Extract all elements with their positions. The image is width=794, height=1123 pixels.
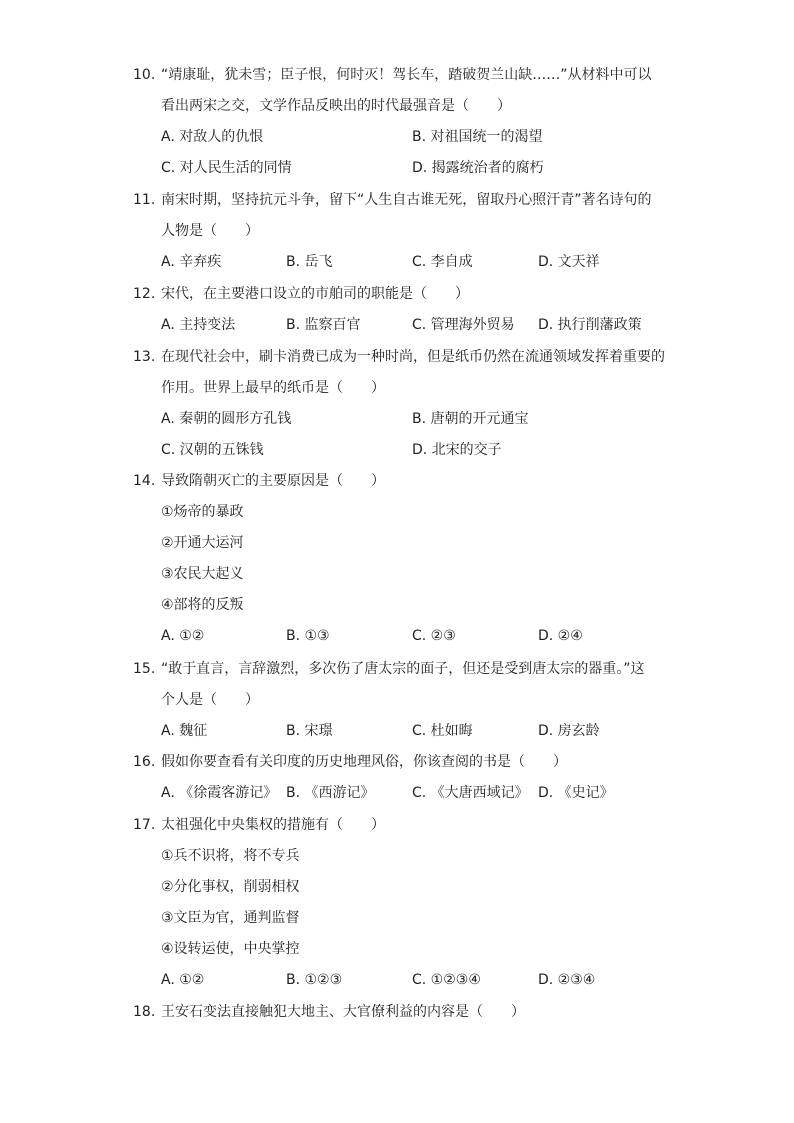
question-11	[133, 185, 673, 278]
question-number: 15.	[133, 661, 156, 677]
option-c[interactable]: C. 《大唐西域记》	[412, 785, 529, 801]
option-b[interactable]: B. ①②③	[286, 972, 343, 988]
option-c[interactable]: C. ①②③④	[412, 972, 481, 988]
question-13	[133, 342, 673, 466]
question-14	[133, 466, 673, 652]
option-d[interactable]: D. 执行削藩政策	[538, 317, 642, 333]
option-a[interactable]: A. 主持变法	[161, 317, 236, 333]
question-number: 10.	[133, 67, 156, 83]
question-stem: 宋代，在主要港口设立的市舶司的职能是（ ）	[161, 286, 469, 302]
question-stem: 导致隋朝灭亡的主要原因是（ ）	[161, 473, 385, 489]
question-number: 11.	[133, 192, 156, 208]
option-c[interactable]: C. 管理海外贸易	[412, 317, 515, 333]
question-stem: 作用。世界上最早的纸币是（ ）	[161, 380, 385, 396]
option-d[interactable]: D. 北宋的交子	[412, 442, 502, 458]
option-a[interactable]: A. ①②	[161, 972, 205, 988]
question-number: 16.	[133, 754, 156, 770]
question-15	[133, 654, 673, 747]
option-d[interactable]: D. 揭露统治者的腐朽	[412, 160, 544, 176]
option-d[interactable]: D. 文天祥	[538, 254, 600, 270]
question-12	[133, 279, 673, 341]
option-d[interactable]: D. ②③④	[538, 972, 596, 988]
question-stem: 人物是（ ）	[161, 223, 259, 239]
option-a[interactable]: A. 魏征	[161, 723, 208, 739]
option-a[interactable]: A. 《徐霞客游记》	[161, 785, 278, 801]
options-row	[133, 435, 673, 466]
question-stem: 王安石变法直接触犯大地主、大官僚利益的内容是（ ）	[161, 1004, 525, 1020]
options-row	[133, 404, 673, 435]
option-c[interactable]: C. ②③	[412, 628, 456, 644]
statement-item: ④设转运使，中央掌控	[161, 941, 300, 957]
options-row	[133, 621, 673, 652]
options-row	[133, 778, 673, 809]
option-b[interactable]: B. 对祖国统一的渴望	[412, 129, 543, 145]
option-d[interactable]: D. 《史记》	[538, 785, 614, 801]
question-stem: 太祖强化中央集权的措施有（ ）	[161, 817, 385, 833]
option-b[interactable]: B. 岳飞	[286, 254, 333, 270]
question-stem: 个人是（ ）	[161, 692, 259, 708]
statement-item: ④部将的反叛	[161, 597, 244, 613]
option-d[interactable]: D. ②④	[538, 628, 583, 644]
option-d[interactable]: D. 房玄龄	[538, 723, 600, 739]
question-number: 13.	[133, 349, 156, 365]
question-stem: 假如你要查看有关印度的历史地理风俗，你该查阅的书是（ ）	[161, 754, 567, 770]
options-row	[133, 965, 673, 996]
option-c[interactable]: C. 杜如晦	[412, 723, 473, 739]
option-a[interactable]: A. 对敌人的仇恨	[161, 129, 264, 145]
option-b[interactable]: B. ①③	[286, 628, 330, 644]
question-number: 18.	[133, 1004, 156, 1020]
options-row	[133, 716, 673, 747]
statement-item: ②开通大运河	[161, 535, 244, 551]
question-18	[133, 997, 673, 1028]
options-row	[133, 153, 673, 184]
question-stem: 看出两宋之交，文学作品反映出的时代最强音是（ ）	[161, 98, 511, 114]
question-number: 14.	[133, 473, 156, 489]
statement-item: ③文臣为官，通判监督	[161, 910, 300, 926]
options-row	[133, 247, 673, 278]
question-stem: 在现代社会中，刷卡消费已成为一种时尚，但是纸币仍然在流通领域发挥着重要的	[161, 349, 665, 365]
option-b[interactable]: B. 《西游记》	[286, 785, 375, 801]
option-c[interactable]: C. 汉朝的五铢钱	[161, 442, 264, 458]
options-row	[133, 122, 673, 153]
option-b[interactable]: B. 唐朝的开元通宝	[412, 411, 529, 427]
statement-item: ①炀帝的暴政	[161, 504, 244, 520]
option-c[interactable]: C. 李自成	[412, 254, 473, 270]
question-stem: “靖康耻，犹未雪；臣子恨，何时灭！驾长车，踏破贺兰山缺……”从材料中可以	[161, 67, 652, 83]
option-c[interactable]: C. 对人民生活的同情	[161, 160, 292, 176]
question-10	[133, 60, 673, 184]
options-row	[133, 310, 673, 341]
option-b[interactable]: B. 监察百官	[286, 317, 361, 333]
question-number: 12.	[133, 286, 156, 302]
option-a[interactable]: A. ①②	[161, 628, 205, 644]
question-stem: “敢于直言，言辞激烈，多次伤了唐太宗的面子，但还是受到唐太宗的器重。”这	[161, 661, 645, 677]
statement-item: ②分化事权，削弱相权	[161, 879, 300, 895]
option-b[interactable]: B. 宋璟	[286, 723, 333, 739]
question-stem: 南宋时期，坚持抗元斗争，留下“人生自古谁无死，留取丹心照汗青”著名诗句的	[161, 192, 652, 208]
question-number: 17.	[133, 817, 156, 833]
statement-item: ①兵不识将，将不专兵	[161, 848, 300, 864]
question-17	[133, 810, 673, 996]
statement-item: ③农民大起义	[161, 566, 244, 582]
option-a[interactable]: A. 辛弃疾	[161, 254, 222, 270]
question-16	[133, 747, 673, 809]
option-a[interactable]: A. 秦朝的圆形方孔钱	[161, 411, 292, 427]
